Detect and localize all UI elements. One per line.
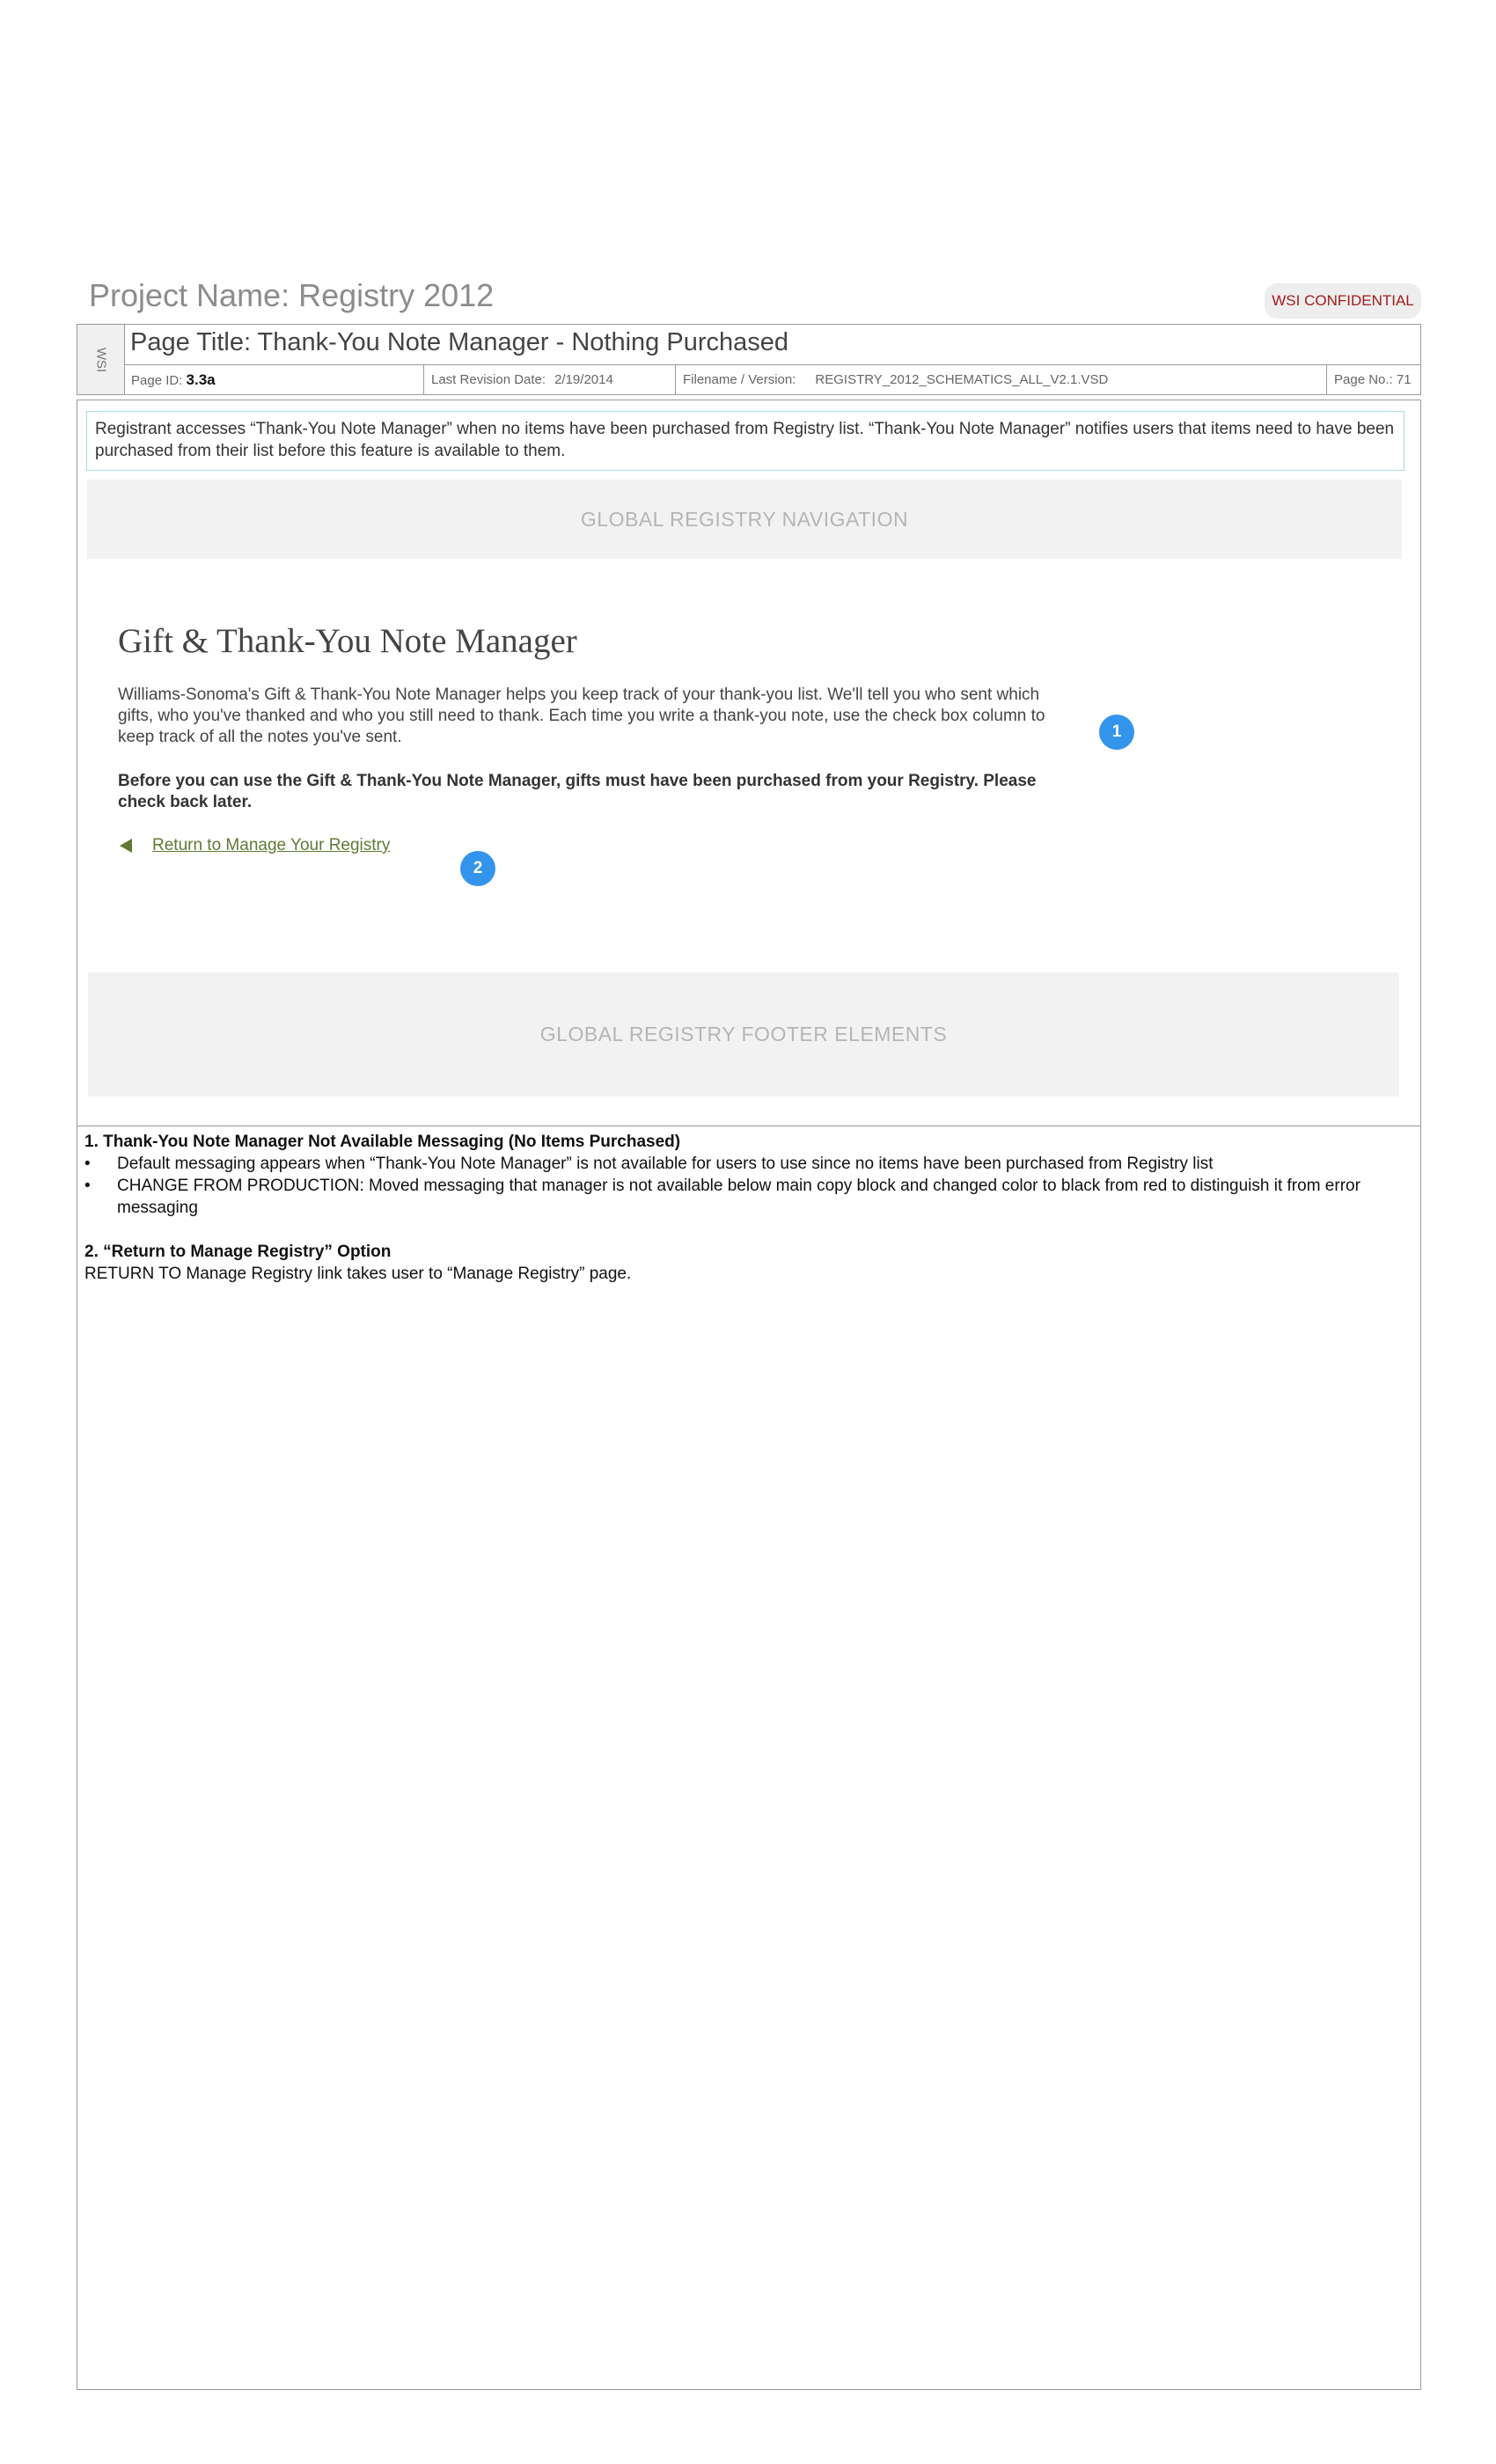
note-1-heading: 1. Thank-You Note Manager Not Available Messaging (No Items Purchased) bbox=[84, 1133, 681, 1151]
revision-label: Last Revision Date: bbox=[431, 372, 546, 387]
main-heading: Gift & Thank-You Note Manager bbox=[118, 622, 577, 660]
return-to-registry-link[interactable]: Return to Manage Your Registry bbox=[152, 836, 391, 854]
annotation-marker-2: 2 bbox=[460, 851, 495, 886]
list-item bbox=[84, 1175, 1413, 1219]
project-name: Project Name: Registry 2012 bbox=[89, 277, 495, 313]
annotation-notes bbox=[84, 1131, 1413, 1285]
page-id-label: Page ID: bbox=[131, 373, 183, 388]
not-available-notice: Before you can use the Gift & Thank-You Note Manager, gifts must have been purchased from your Registry. Please check back later. bbox=[118, 772, 1037, 811]
page-number: Page No.: 71 bbox=[1326, 365, 1420, 395]
list-item bbox=[84, 1153, 1413, 1175]
meta-row bbox=[124, 364, 1420, 395]
revision-value: 2/19/2014 bbox=[554, 372, 613, 387]
page-id-cell bbox=[124, 365, 423, 395]
filename-cell bbox=[675, 365, 1326, 395]
note-1-bullet-2: CHANGE FROM PRODUCTION: Moved messaging that manager is not available below main copy block and changed color to black from red to distinguish it from error messaging bbox=[117, 1177, 1360, 1217]
bullet: • bbox=[84, 1177, 91, 1195]
note-1-bullet-1: Default messaging appears when “Thank-You Note Manager” is not available for users to use since no items have been purchased from Registry list bbox=[117, 1155, 1214, 1173]
intro-description: Registrant accesses “Thank-You Note Manager” when no items have been purchased from Registry list. “Thank-You Note Manager” notifies users that items need to have been purchased from their list before this feature is available to them. bbox=[86, 411, 1404, 471]
title-block bbox=[77, 324, 1421, 395]
note-2-heading: 2. “Return to Manage Registry” Option bbox=[84, 1243, 392, 1261]
note-2-text: RETURN TO Manage Registry link takes user to “Manage Registry” page. bbox=[84, 1265, 632, 1283]
filename-value: REGISTRY_2012_SCHEMATICS_ALL_V2.1.VSD bbox=[815, 372, 1109, 387]
wsi-side-label bbox=[77, 325, 125, 394]
wsi-side-text: WSI bbox=[93, 347, 108, 372]
revision-cell bbox=[423, 365, 675, 395]
arrow-left-icon bbox=[120, 839, 132, 853]
annotation-marker-1: 1 bbox=[1099, 715, 1134, 750]
main-copy: Williams-Sonoma's Gift & Thank-You Note Manager helps you keep track of your thank-you list. We'll tell you who sent which gifts, who you've thanked and who you still need to thank. Each time you write a thank-you note, use the check box column to keep track of all the notes you've sent. bbox=[118, 686, 1045, 746]
page-id-value: 3.3a bbox=[186, 371, 216, 388]
confidential-badge: WSI CONFIDENTIAL bbox=[1265, 283, 1421, 319]
page-title: Page Title: Thank-You Note Manager - Nothing Purchased bbox=[130, 328, 789, 356]
global-footer-placeholder: GLOBAL REGISTRY FOOTER ELEMENTS bbox=[88, 972, 1399, 1096]
bullet: • bbox=[84, 1155, 91, 1173]
note-1-list bbox=[84, 1153, 1413, 1219]
filename-label: Filename / Version: bbox=[683, 372, 796, 387]
global-nav-placeholder: GLOBAL REGISTRY NAVIGATION bbox=[87, 480, 1402, 559]
